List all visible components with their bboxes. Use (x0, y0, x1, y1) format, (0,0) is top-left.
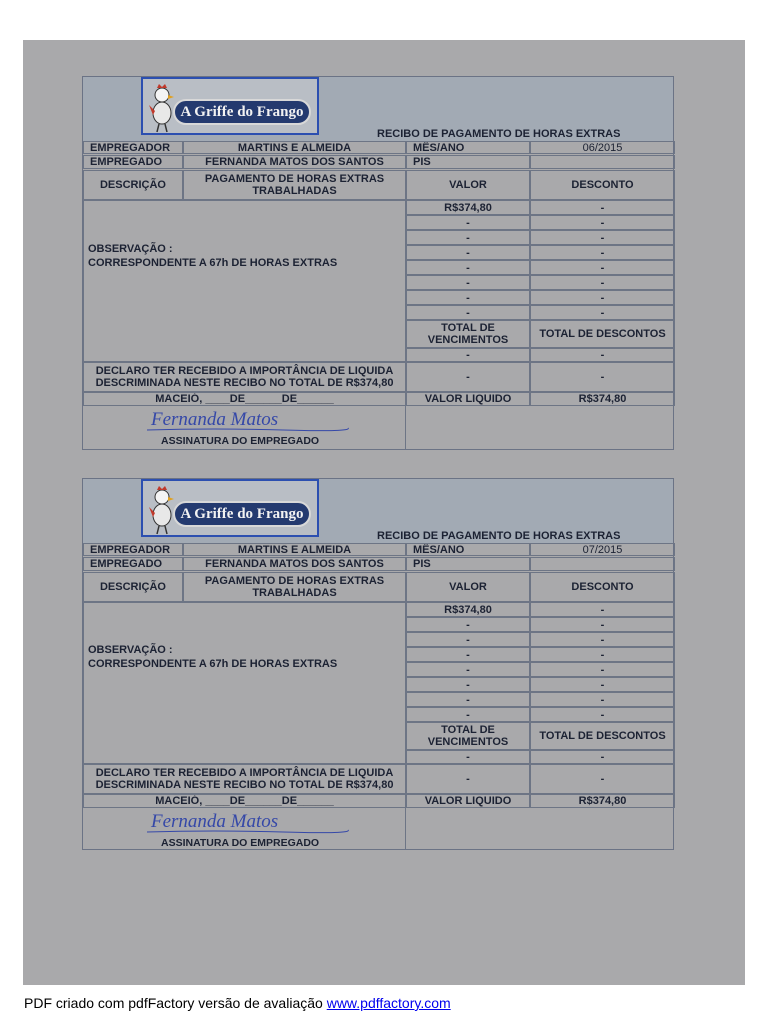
mes-ano-value (530, 141, 675, 154)
desconto-row (530, 677, 675, 692)
desconto-row-text: - (600, 603, 605, 616)
desconto-row (530, 662, 675, 677)
total-descontos-value-text: - (600, 349, 605, 361)
company-logo (141, 77, 319, 135)
observacao (88, 643, 337, 671)
receipt-title: RECIBO DE PAGAMENTO DE HORAS EXTRAS (377, 530, 621, 542)
valor-row (406, 290, 530, 305)
valor-row (406, 617, 530, 632)
descricao-value (183, 170, 406, 200)
observacao-area (83, 602, 406, 764)
valor-row-text: - (466, 246, 470, 259)
total-vencimentos-label-text: TOTAL DE VENCIMENTOS (427, 724, 509, 748)
empregado-label (83, 155, 183, 169)
declaro-valor (406, 764, 530, 794)
valor-row (406, 245, 530, 260)
desconto-row-text: - (600, 648, 605, 661)
desconto-row (530, 275, 675, 290)
desconto-row-text: - (600, 678, 605, 691)
valor-row-text: R$374,80 (444, 201, 492, 214)
valor-liquido-label (406, 794, 530, 808)
valor-row-text: - (466, 633, 470, 646)
total-descontos-value (530, 348, 675, 362)
valor-row-text: - (466, 648, 470, 661)
desconto-header (530, 572, 675, 602)
empregador-label-text: EMPREGADOR (90, 543, 171, 556)
pis-label-text: PIS (413, 156, 431, 168)
footer-link[interactable]: www.pdffactory.com (326, 995, 451, 1011)
valor-row (406, 647, 530, 662)
valor-row (406, 260, 530, 275)
desconto-row (530, 230, 675, 245)
mes-ano-value-text: 07/2015 (582, 543, 623, 556)
desconto-header (530, 170, 675, 200)
valor-row (406, 215, 530, 230)
desconto-row (530, 647, 675, 662)
desconto-row (530, 290, 675, 305)
logo-banner (173, 501, 311, 527)
local-data-text: MACEIÓ, ____DE______DE______ (155, 393, 334, 405)
valor-row (406, 200, 530, 215)
descricao-label (83, 170, 183, 200)
desconto-row-text: - (600, 291, 605, 304)
empregado-value-text: FERNANDA MATOS DOS SANTOS (205, 558, 384, 570)
valor-row-text: - (466, 306, 470, 319)
signature-right (406, 808, 675, 849)
desconto-row-text: - (600, 201, 605, 214)
desconto-row-text: - (600, 276, 605, 289)
desconto-row (530, 632, 675, 647)
valor-row-text: - (466, 276, 470, 289)
empregador-label-text: EMPREGADOR (90, 141, 171, 154)
empregado-label-text: EMPREGADO (90, 156, 163, 168)
desconto-row-text: - (600, 633, 605, 646)
desconto-header-text: DESCONTO (571, 179, 634, 191)
empregador-value (183, 141, 406, 154)
valor-row-text: - (466, 231, 470, 244)
desconto-row (530, 200, 675, 215)
empregador-value (183, 543, 406, 556)
descricao-label-text: DESCRIÇÃO (99, 581, 166, 593)
employee-signature (143, 810, 353, 836)
total-descontos-label (530, 320, 675, 348)
total-vencimentos-value-text: - (466, 349, 470, 361)
assinatura-label: ASSINATURA DO EMPREGADO (161, 837, 320, 849)
total-vencimentos-value (406, 750, 530, 764)
total-descontos-label (530, 722, 675, 750)
observacao-text: CORRESPONDENTE A 67h DE HORAS EXTRAS (88, 658, 338, 670)
valor-header (406, 170, 530, 200)
mes-ano-label (406, 543, 530, 556)
local-data (83, 392, 406, 406)
mes-ano-value-text: 06/2015 (582, 141, 623, 154)
total-vencimentos-label-text: TOTAL DE VENCIMENTOS (427, 322, 509, 346)
observacao-text: CORRESPONDENTE A 67h DE HORAS EXTRAS (88, 257, 338, 269)
declaro-valor (406, 362, 530, 392)
valor-row-text: - (466, 291, 470, 304)
valor-row (406, 707, 530, 722)
desconto-row (530, 707, 675, 722)
valor-row-text: - (466, 261, 470, 274)
valor-row-text: R$374,80 (444, 603, 492, 616)
valor-row-text: - (466, 708, 470, 721)
empregador-value-text: MARTINS E ALMEIDA (237, 543, 352, 556)
valor-liquido-value (530, 392, 675, 406)
mes-ano-value (530, 543, 675, 556)
declaro-valor-text: - (466, 773, 470, 785)
valor-liquido-value (530, 794, 675, 808)
declaro-text (83, 764, 406, 794)
logo-banner (173, 99, 311, 125)
empregado-value-text: FERNANDA MATOS DOS SANTOS (205, 156, 384, 168)
desconto-row-text: - (600, 216, 605, 229)
desconto-row (530, 305, 675, 320)
desconto-row-text: - (600, 231, 605, 244)
empregado-value (183, 557, 406, 571)
valor-row (406, 305, 530, 320)
valor-row (406, 632, 530, 647)
valor-row (406, 275, 530, 290)
desconto-row (530, 260, 675, 275)
company-logo (141, 479, 319, 537)
total-descontos-label-text: TOTAL DE DESCONTOS (539, 328, 666, 340)
desconto-row-text: - (600, 693, 605, 706)
assinatura-label: ASSINATURA DO EMPREGADO (161, 435, 320, 447)
total-vencimentos-label (406, 320, 530, 348)
declaro-desconto-text: - (600, 371, 605, 383)
signature-text: Fernanda Matos (151, 811, 279, 832)
receipt (82, 76, 674, 450)
declaro-valor-text: - (466, 371, 470, 383)
desconto-row (530, 602, 675, 617)
pis-value (530, 155, 675, 169)
descricao-value-text: PAGAMENTO DE HORAS EXTRAS TRABALHADAS (204, 575, 385, 599)
mes-ano-label-text: MÊS/ANO (413, 141, 465, 154)
descricao-label (83, 572, 183, 602)
mes-ano-label (406, 141, 530, 154)
desconto-row-text: - (600, 618, 605, 631)
descricao-value-text: PAGAMENTO DE HORAS EXTRAS TRABALHADAS (204, 173, 385, 197)
valor-liquido-label-text: VALOR LIQUIDO (424, 795, 512, 807)
desconto-row-text: - (600, 708, 605, 721)
logo-text: A Griffe do Frango (180, 506, 304, 522)
declaro-text-text: DECLARO TER RECEBIDO A IMPORTÂNCIA DE LIQUIDA DESCRIMINADA NESTE RECIBO NO TOTAL DE R$374,80 (95, 365, 394, 389)
valor-liquido-value-text: R$374,80 (578, 795, 627, 807)
observacao-label: OBSERVAÇÃO : (88, 644, 173, 656)
declaro-desconto (530, 764, 675, 794)
receipt (82, 478, 674, 850)
signature-text: Fernanda Matos (151, 409, 279, 430)
declaro-text (83, 362, 406, 392)
valor-row (406, 602, 530, 617)
mes-ano-label-text: MÊS/ANO (413, 543, 465, 556)
observacao-label: OBSERVAÇÃO : (88, 243, 173, 255)
valor-header-text: VALOR (449, 179, 487, 191)
observacao-area (83, 200, 406, 362)
empregador-label (83, 543, 183, 556)
empregado-value (183, 155, 406, 169)
desconto-row-text: - (600, 663, 605, 676)
total-descontos-value-text: - (600, 751, 605, 763)
empregado-label-text: EMPREGADO (90, 558, 163, 570)
empregador-value-text: MARTINS E ALMEIDA (237, 141, 352, 154)
valor-row-text: - (466, 693, 470, 706)
receipt-title: RECIBO DE PAGAMENTO DE HORAS EXTRAS (377, 128, 621, 140)
desconto-row-text: - (600, 261, 605, 274)
desconto-row (530, 692, 675, 707)
valor-row-text: - (466, 216, 470, 229)
desconto-row-text: - (600, 246, 605, 259)
footer-text: PDF criado com pdfFactory versão de avaliação (24, 995, 327, 1011)
pis-label (406, 557, 530, 571)
total-vencimentos-value-text: - (466, 751, 470, 763)
valor-row-text: - (466, 663, 470, 676)
empregado-label (83, 557, 183, 571)
valor-row-text: - (466, 678, 470, 691)
valor-liquido-value-text: R$374,80 (578, 393, 627, 405)
total-vencimentos-label (406, 722, 530, 750)
pdf-footer (24, 995, 451, 1011)
descricao-value (183, 572, 406, 602)
declaro-desconto (530, 362, 675, 392)
pis-value (530, 557, 675, 571)
valor-header-text: VALOR (449, 581, 487, 593)
total-descontos-value (530, 750, 675, 764)
pis-label-text: PIS (413, 558, 431, 570)
employee-signature (143, 408, 353, 434)
empregador-label (83, 141, 183, 154)
valor-header (406, 572, 530, 602)
valor-row (406, 692, 530, 707)
signature-right (406, 406, 675, 449)
desconto-header-text: DESCONTO (571, 581, 634, 593)
logo-text: A Griffe do Frango (180, 104, 304, 120)
desconto-row-text: - (600, 306, 605, 319)
desconto-row (530, 245, 675, 260)
pis-label (406, 155, 530, 169)
total-vencimentos-value (406, 348, 530, 362)
valor-liquido-label (406, 392, 530, 406)
local-data-text: MACEIÓ, ____DE______DE______ (155, 795, 334, 807)
desconto-row (530, 617, 675, 632)
local-data (83, 794, 406, 808)
valor-liquido-label-text: VALOR LIQUIDO (424, 393, 512, 405)
valor-row (406, 662, 530, 677)
descricao-label-text: DESCRIÇÃO (99, 179, 166, 191)
observacao (88, 242, 337, 270)
valor-row-text: - (466, 618, 470, 631)
valor-row (406, 677, 530, 692)
total-descontos-label-text: TOTAL DE DESCONTOS (539, 730, 666, 742)
declaro-desconto-text: - (600, 773, 605, 785)
valor-row (406, 230, 530, 245)
declaro-text-text: DECLARO TER RECEBIDO A IMPORTÂNCIA DE LIQUIDA DESCRIMINADA NESTE RECIBO NO TOTAL DE R$374,80 (95, 767, 394, 791)
desconto-row (530, 215, 675, 230)
